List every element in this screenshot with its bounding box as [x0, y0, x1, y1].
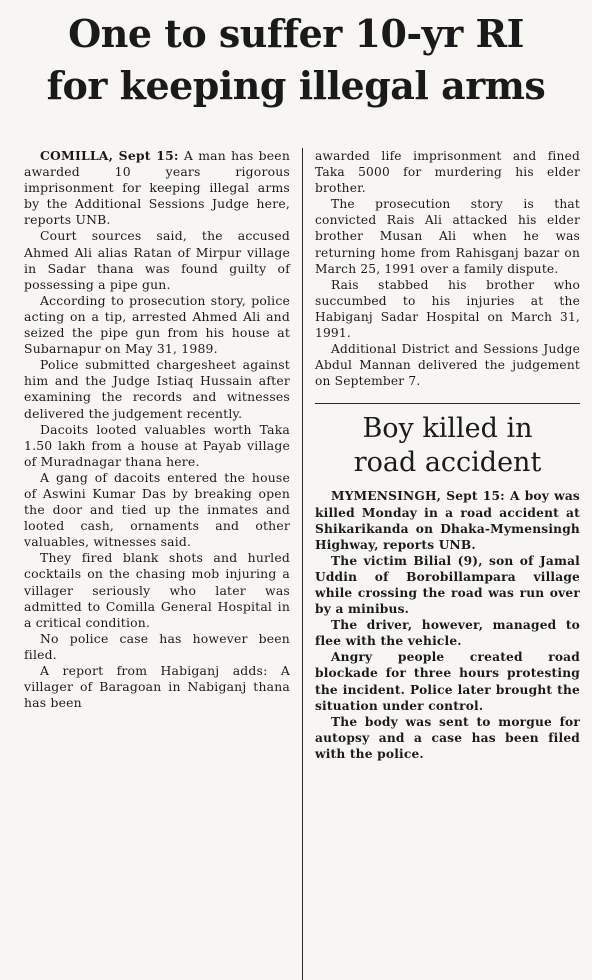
paragraph: Rais stabbed his brother who succumbed to his injuries at the Habiganj Sadar Hospital on March 31, 1991.: [315, 277, 580, 341]
paragraph: Police submitted chargesheet against him and the Judge Istiaq Hussain after examining the records and witnesses delivered the judgement recently.: [24, 357, 290, 421]
paragraph: A gang of dacoits entered the house of Aswini Kumar Das by breaking open the door and tied up the inmates and looted cash, ornaments and other valuables, witnesses said.: [24, 469, 290, 550]
second-lead-paragraph: [315, 488, 580, 552]
continued-paragraph: awarded life imprisonment and fined Taka 5000 for murdering his elder brother.: [315, 149, 580, 196]
second-dateline: MYMENSINGH, Sept 15:: [331, 489, 505, 504]
paragraph: The prosecution story is that convicted Rais Ali attacked his elder brother Musan Ali when he was returning home from Rahisganj bazar on March 25, 1991 over a family dispute.: [315, 197, 580, 276]
second-lead-text: A boy was killed Monday in a road accident at Shikarikanda on Dhaka-Mymensingh Highway, reports UNB.: [315, 489, 580, 552]
second-headline-line-2: road accident: [353, 447, 542, 479]
article-divider: [315, 403, 580, 404]
paragraph: The victim Bilial (9), son of Jamal Uddin of Borobillampara village while crossing the road was run over by a minibus.: [315, 553, 580, 617]
article-columns: [24, 148, 580, 980]
headline: [10, 8, 582, 112]
dateline: COMILLA, Sept 15:: [40, 148, 179, 163]
second-headline-line-1: Boy killed in: [362, 413, 533, 445]
paragraph: Additional District and Sessions Judge Abdul Mannan delivered the judgement on September 7.: [315, 342, 580, 389]
paragraph: Dacoits looted valuables worth Taka 1.50 lakh from a house at Payab village of Muradnagar thana here.: [24, 421, 290, 469]
paragraph: Angry people created road blockade for three hours protesting the incident. Police later brought the situation under control.: [315, 650, 580, 713]
right-column: [302, 148, 580, 980]
paragraph: They fired blank shots and hurled cocktails on the chasing mob injuring a villager seriously who later was admitted to Comilla General Hospital in a critical condition.: [24, 550, 290, 630]
paragraph: The body was sent to morgue for autopsy and a case has been filed with the police.: [315, 714, 580, 761]
headline-line-1: One to suffer 10-yr RI: [68, 11, 524, 56]
paragraph: Court sources said, the accused Ahmed Ali alias Ratan of Mirpur village in Sadar thana was found guilty of possessing a pipe gun.: [24, 228, 290, 292]
lead-paragraph: [24, 148, 290, 228]
headline-line-2: for keeping illegal arms: [46, 63, 546, 108]
paragraph: According to prosecution story, police acting on a tip, arrested Ahmed Ali and seized the pipe gun from his house at Subarnapur on May 31, 1989.: [24, 292, 290, 357]
second-headline: [315, 412, 580, 480]
paragraph: A report from Habiganj adds: A villager of Baragoan in Nabiganj thana has been: [24, 663, 290, 711]
paragraph: The driver, however, managed to flee with the vehicle.: [315, 618, 580, 649]
left-column: [24, 148, 302, 980]
paragraph: No police case has however been filed.: [24, 630, 290, 662]
lead-text: A man has been awarded 10 years rigorous imprisonment for keeping illegal arms by the Additional Sessions Judge here, reports UNB.: [24, 148, 290, 228]
